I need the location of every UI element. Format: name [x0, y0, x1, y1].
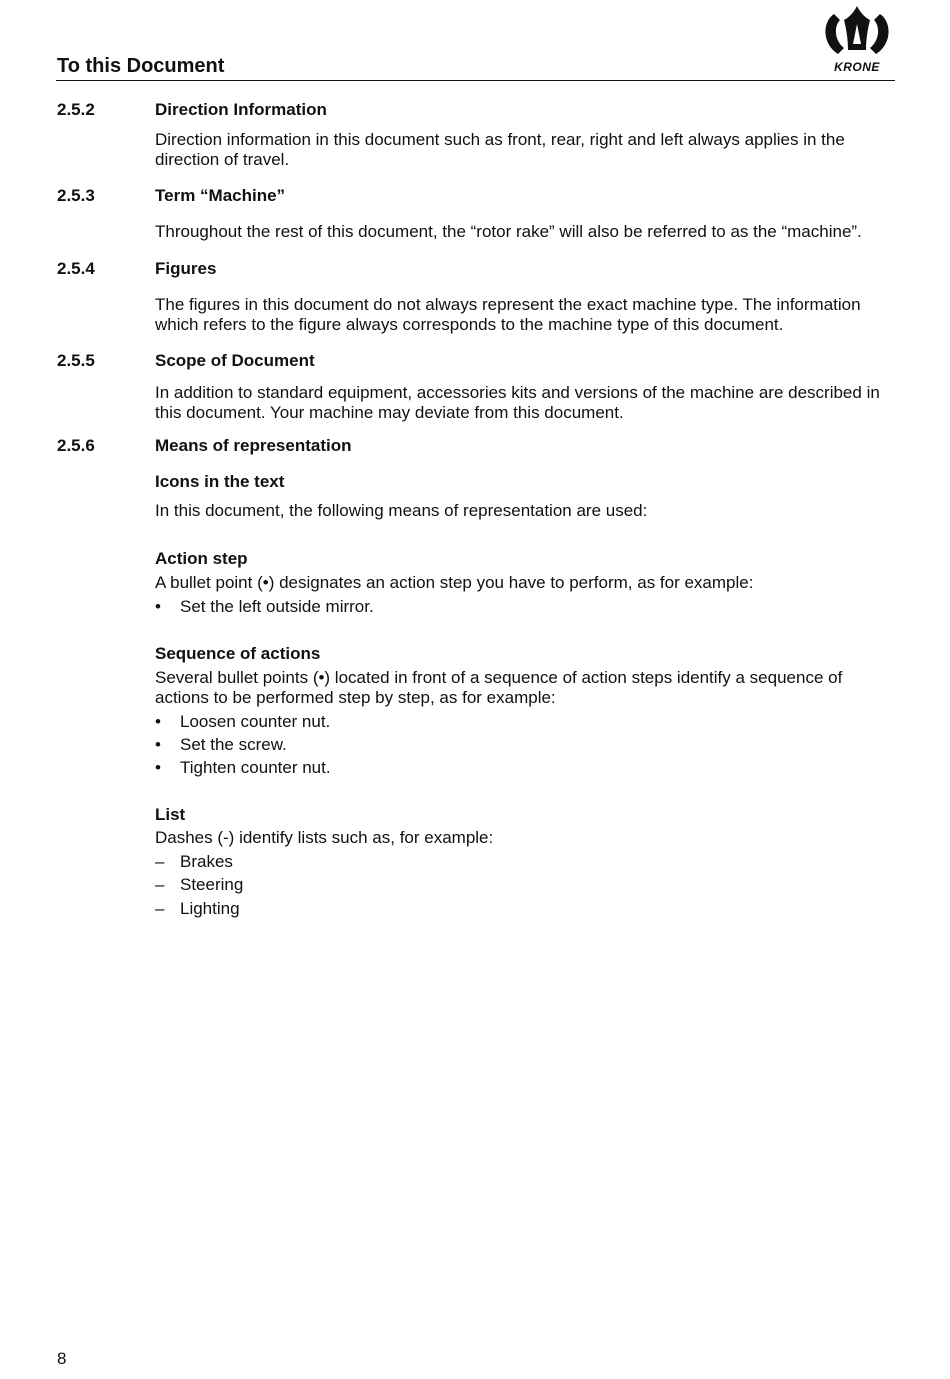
section-paragraph: The figures in this document do not always represent the exact machine type. The information which refers to the figure always corresponds to the machine type of this document.: [155, 295, 861, 334]
section-number: 2.5.2: [57, 100, 95, 119]
section-paragraph: In addition to standard equipment, accessories kits and versions of the machine are described in this document. Your machine may deviate from this document.: [155, 383, 880, 422]
section-number: 2.5.3: [57, 186, 95, 205]
subheading-list: List: [155, 805, 186, 824]
dash-marker: –: [155, 899, 165, 918]
section-paragraph: Direction information in this document such as front, rear, right and left always applies in the direction of travel.: [155, 130, 845, 169]
list-item-text: Steering: [180, 875, 244, 894]
krone-crown-icon: [820, 4, 894, 62]
section-title: Term “Machine”: [155, 186, 286, 205]
list-item-text: Set the screw.: [180, 735, 287, 754]
list-item-text: Tighten counter nut.: [180, 758, 331, 777]
list-item-text: Loosen counter nut.: [180, 712, 331, 731]
section-paragraph: Throughout the rest of this document, the “rotor rake” will also be referred to as the “machine”.: [155, 222, 862, 241]
logo-wordmark: KRONE: [834, 60, 880, 74]
subheading-icons-in-text: Icons in the text: [155, 472, 285, 491]
page-header-title: To this Document: [57, 55, 225, 77]
dash-marker: –: [155, 875, 165, 894]
section-title: Direction Information: [155, 100, 327, 119]
icons-intro-paragraph: In this document, the following means of representation are used:: [155, 501, 648, 520]
section-number: 2.5.5: [57, 351, 95, 370]
section-number: 2.5.4: [57, 259, 95, 278]
list-item-text: Set the left outside mirror.: [180, 597, 374, 616]
bullet-marker: •: [155, 758, 161, 777]
bullet-marker: •: [155, 597, 161, 616]
list-item-text: Lighting: [180, 899, 240, 918]
section-title: Means of representation: [155, 436, 352, 455]
section-title: Figures: [155, 259, 217, 278]
section-title: Scope of Document: [155, 351, 315, 370]
list-item-text: Brakes: [180, 852, 233, 871]
header-divider: [56, 80, 895, 81]
sequence-paragraph: Several bullet points (•) located in front of a sequence of action steps identify a sequence of actions to be performed step by step, as for example:: [155, 668, 843, 707]
action-step-paragraph: A bullet point (•) designates an action step you have to perform, as for example:: [155, 573, 754, 592]
section-number: 2.5.6: [57, 436, 95, 455]
list-paragraph: Dashes (-) identify lists such as, for example:: [155, 828, 494, 847]
krone-logo: [820, 4, 894, 76]
subheading-sequence-of-actions: Sequence of actions: [155, 644, 321, 663]
dash-marker: –: [155, 852, 165, 871]
bullet-marker: •: [155, 712, 161, 731]
subheading-action-step: Action step: [155, 549, 248, 568]
page-number: 8: [57, 1349, 67, 1368]
bullet-marker: •: [155, 735, 161, 754]
